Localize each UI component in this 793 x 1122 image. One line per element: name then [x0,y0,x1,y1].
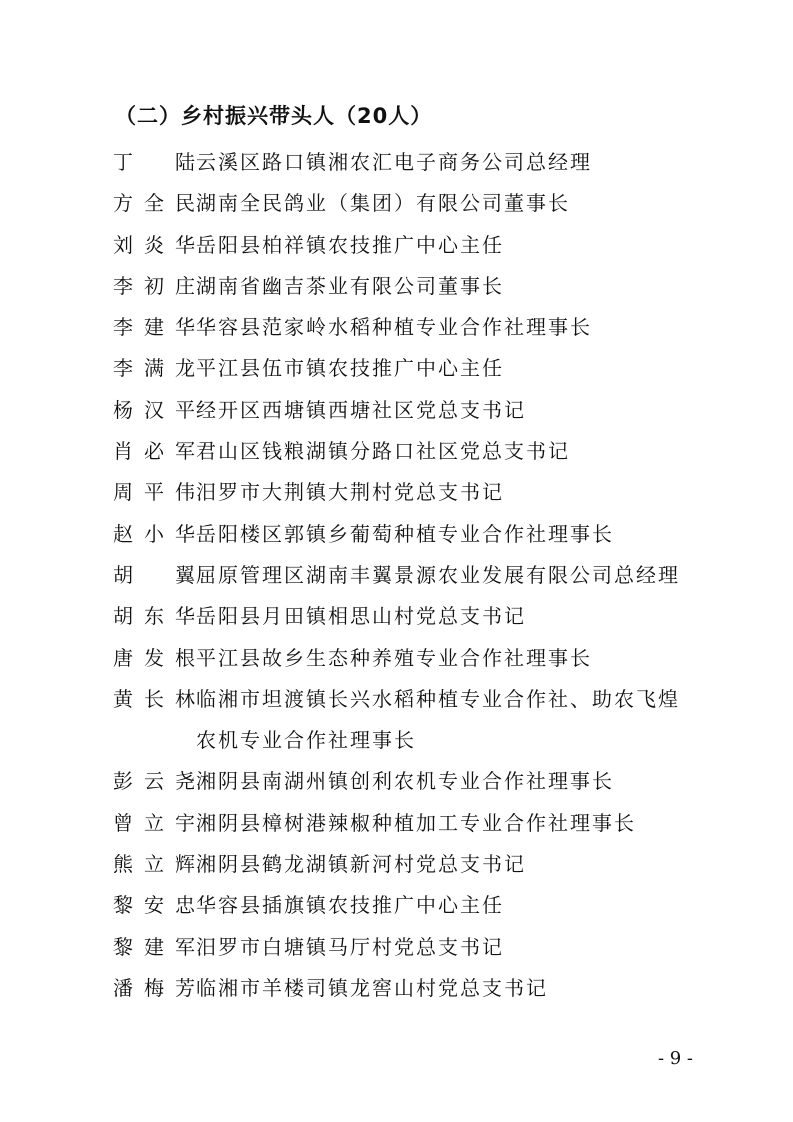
person-title: 华容县范家岭水稻种植专业合作社理事长 [196,315,592,340]
person-title: 华容县插旗镇农技推广中心主任 [196,893,504,918]
person-name: 黎安忠 [113,893,196,918]
people-list [113,142,733,1009]
person-name: 李满龙 [113,356,196,381]
person-name: 刘炎华 [113,232,196,257]
person-name: 杨汉平 [113,397,196,422]
person-title: 湘阴县南湖州镇创利农机专业合作社理事长 [196,769,614,794]
person-name: 黄长林 [113,686,196,711]
list-item [113,803,733,844]
list-item [113,225,733,266]
person-name: 胡东华 [113,604,196,629]
list-item [113,844,733,885]
person-title: 岳阳县月田镇相思山村党总支书记 [196,604,526,629]
list-item [113,638,733,679]
person-name: 彭云尧 [113,769,196,794]
list-item [113,927,733,968]
person-name: 周平伟 [113,480,196,505]
person-name: 赵小华 [113,521,196,546]
person-name: 李建华 [113,315,196,340]
person-title: 岳阳楼区郭镇乡葡萄种植专业合作社理事长 [196,521,614,546]
person-name: 胡 翼 [113,562,196,587]
person-title: 平江县故乡生态种养殖专业合作社理事长 [196,645,592,670]
list-item [113,596,733,637]
list-item [113,968,733,1009]
person-name: 熊立辉 [113,852,196,877]
person-name: 曾立宇 [113,810,196,835]
list-item [113,679,733,762]
person-title: 平江县伍市镇农技推广中心主任 [196,356,504,381]
person-name: 黎建军 [113,934,196,959]
person-title: 湖南全民鸽业（集团）有限公司董事长 [196,191,570,216]
person-title: 临湘市坦渡镇长兴水稻种植专业合作社、助农飞煌农机专业合作社理事长 [196,686,680,753]
person-title: 云溪区路口镇湘农汇电子商务公司总经理 [196,150,592,174]
list-item [113,431,733,472]
person-name: 李初庄 [113,273,196,298]
person-title: 君山区钱粮湖镇分路口社区党总支书记 [196,439,570,464]
list-item [113,307,733,348]
person-title: 经开区西塘镇西塘社区党总支书记 [196,397,526,422]
person-name: 肖必军 [113,439,196,464]
list-item [113,472,733,513]
person-name: 丁 陆 [113,150,196,174]
list-item [113,555,733,596]
list-item [113,348,733,389]
person-name: 潘梅芳 [113,975,196,1000]
person-title: 湘阴县樟树港辣椒种植加工专业合作社理事长 [196,810,636,835]
list-item [113,266,733,307]
page-number: - 9 - [657,1048,693,1069]
person-title: 岳阳县柏祥镇农技推广中心主任 [196,232,504,257]
person-title: 汨罗市白塘镇马厅村党总支书记 [196,934,504,959]
person-title: 湖南省幽吉茶业有限公司董事长 [196,273,504,298]
person-title: 湘阴县鹤龙湖镇新河村党总支书记 [196,852,526,877]
list-item [113,142,733,183]
list-item [113,183,733,224]
person-title: 屈原管理区湖南丰翼景源农业发展有限公司总经理 [196,562,680,587]
list-item [113,761,733,802]
list-item [113,514,733,555]
person-title: 汨罗市大荆镇大荆村党总支书记 [196,480,504,505]
person-title: 临湘市羊楼司镇龙窖山村党总支书记 [196,975,548,1000]
list-item [113,885,733,926]
section-heading: （二）乡村振兴带头人（20人） [115,104,433,128]
person-name: 方全民 [113,191,196,216]
person-name: 唐发根 [113,645,196,670]
list-item [113,390,733,431]
